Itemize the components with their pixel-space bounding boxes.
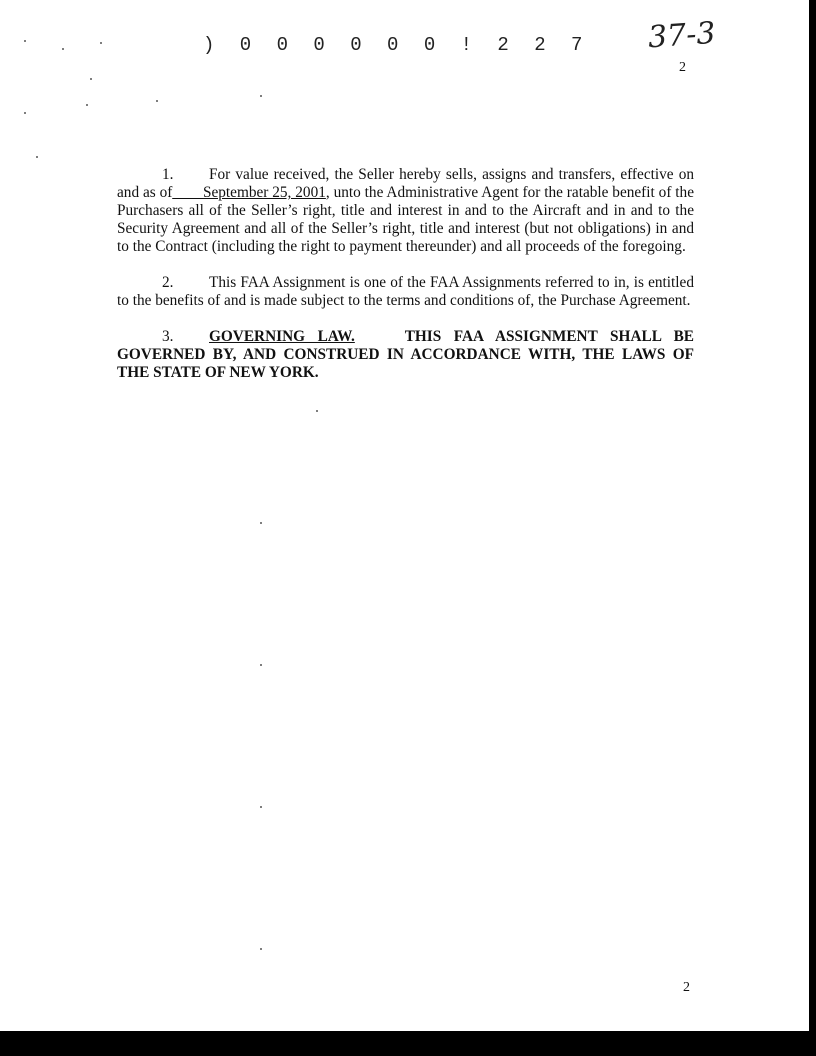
scan-speck <box>156 100 158 102</box>
paragraph-text: , unto the Administrative Agent for the ratable benefit of the Purchasers all of the Seller’s right, title and interest in and to the Aircraft and in and to the Security Agreement and all of the Seller’s right, title and interest (but not obligations) in and to the Contract (including the right to payment thereunder) and all proceeds of the foregoing. <box>117 184 694 255</box>
paragraph-text: THIS FAA ASSIGNMENT SHALL BE GOVERNED BY, AND CONSTRUED IN ACCORDANCE WITH, THE LAWS OF THE STATE OF NEW YORK. <box>117 328 694 381</box>
scan-speck <box>100 42 102 44</box>
page-number-bottom: 2 <box>683 980 690 995</box>
section-heading: GOVERNING LAW. <box>209 328 355 345</box>
scan-speck <box>316 410 318 412</box>
paragraph-3 <box>117 328 694 382</box>
scan-speck <box>62 48 64 50</box>
document-stamp-number: ) 0 0 0 0 0 0 ! 2 2 7 <box>203 34 590 56</box>
paragraph-1 <box>117 166 694 256</box>
scan-speck <box>24 112 26 114</box>
paragraph-2 <box>117 274 694 310</box>
scan-speck <box>260 95 262 97</box>
scan-speck <box>260 806 262 808</box>
paragraph-text: For value received, the Seller hereby sells, assigns and transfers, effective on and as of <box>117 166 694 201</box>
paragraph-number: 1. <box>162 166 174 183</box>
scan-speck <box>36 156 38 158</box>
scan-speck <box>260 664 262 666</box>
paragraph-text: This FAA Assignment is one of the FAA Assignments referred to in, is entitled to the benefits of and is made subject to the terms and conditions of, the Purchase Agreement. <box>117 274 694 309</box>
paragraph-number: 2. <box>162 274 174 291</box>
paragraph-number: 3. <box>162 328 174 345</box>
scan-speck <box>24 40 26 42</box>
scan-speck <box>90 78 92 80</box>
scan-speck <box>260 948 262 950</box>
scan-speck <box>260 522 262 524</box>
scan-speck <box>86 104 88 106</box>
document-body <box>117 166 694 400</box>
effective-date: ____September 25, 2001 <box>172 184 326 201</box>
handwritten-mark: 37-3 <box>646 15 717 56</box>
page-number-top: 2 <box>679 60 686 75</box>
